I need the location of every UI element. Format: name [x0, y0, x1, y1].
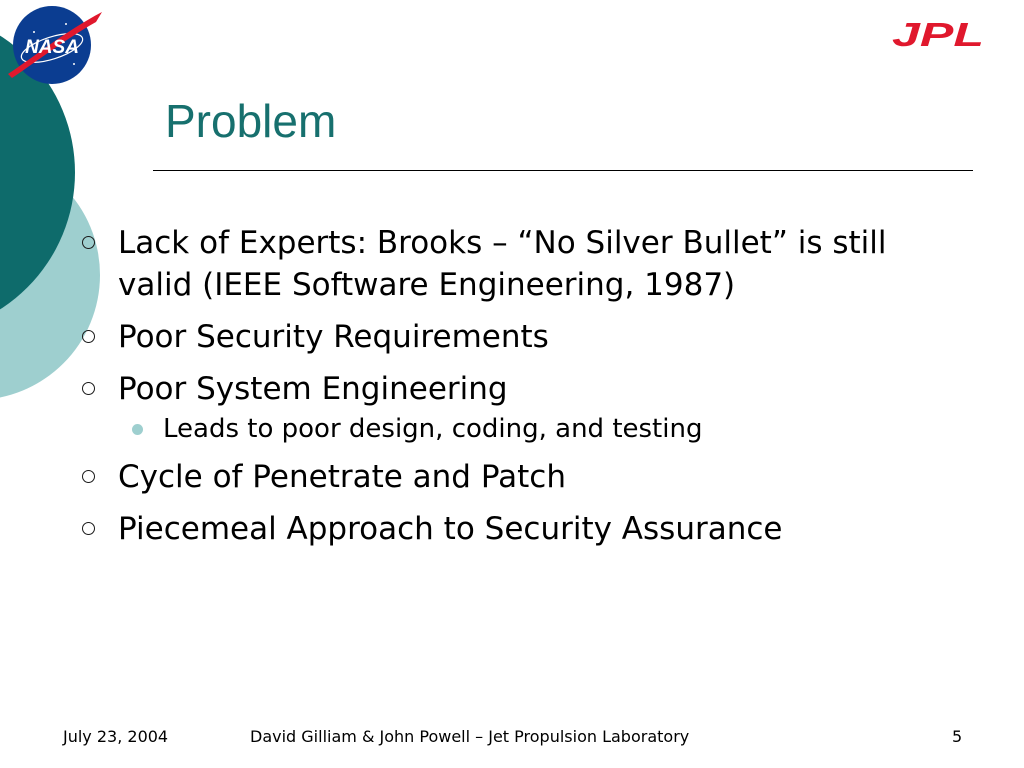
sub-bullet-text: Leads to poor design, coding, and testing	[163, 414, 703, 444]
footer-presenters: David Gilliam & John Powell – Jet Propulsion Laboratory	[250, 727, 690, 746]
bullet-item	[80, 368, 930, 410]
bullet-text: Piecemeal Approach to Security Assurance	[118, 511, 783, 547]
bullet-text: Poor System Engineering	[118, 371, 508, 407]
svg-text:JPL: JPL	[892, 18, 984, 50]
svg-text:NASA: NASA	[25, 37, 79, 58]
bullet-list	[80, 222, 930, 560]
bullet-text: Cycle of Penetrate and Patch	[118, 459, 566, 495]
title-divider	[153, 170, 973, 171]
nasa-logo	[4, 2, 104, 86]
bullet-text: Poor Security Requirements	[118, 319, 549, 355]
hollow-circle-bullet-icon	[82, 470, 95, 483]
hollow-circle-bullet-icon	[82, 522, 95, 535]
jpl-logo	[892, 18, 986, 50]
bullet-item	[80, 508, 930, 550]
bullet-item	[80, 316, 930, 358]
hollow-circle-bullet-icon	[82, 382, 95, 395]
bullet-item	[80, 456, 930, 498]
hollow-circle-bullet-icon	[82, 330, 95, 343]
bullet-text: Lack of Experts: Brooks – “No Silver Bullet” is still valid (IEEE Software Engineering, 1987)	[118, 225, 887, 303]
footer-date: July 23, 2004	[63, 727, 169, 746]
filled-circle-bullet-icon	[132, 424, 143, 435]
sub-bullet-item	[80, 412, 930, 446]
bullet-item	[80, 222, 930, 306]
slide-title: Problem	[165, 95, 337, 147]
slide-number: 5	[952, 727, 963, 746]
hollow-circle-bullet-icon	[82, 236, 95, 249]
